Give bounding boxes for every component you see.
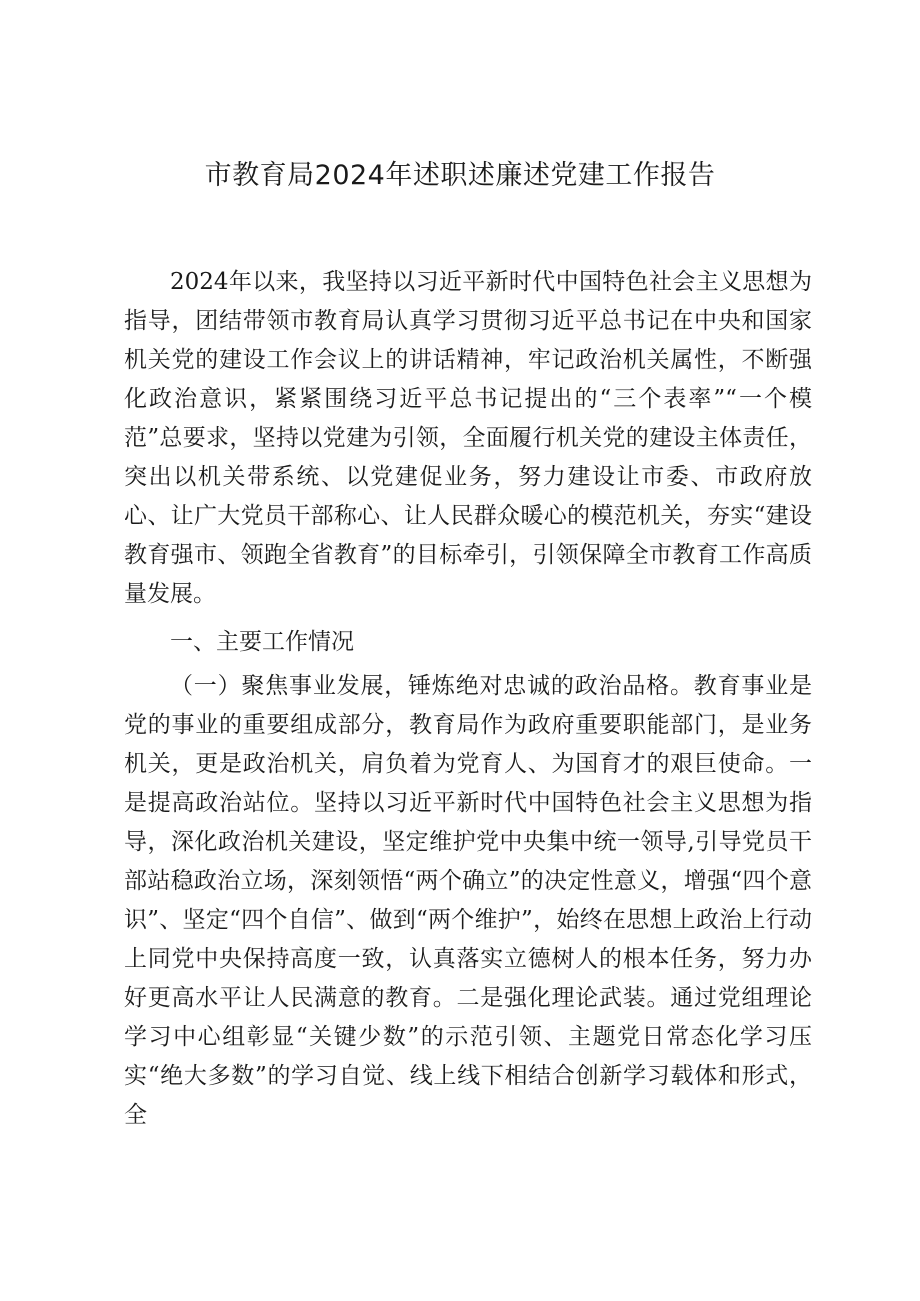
section-heading: 一、主要工作情况 <box>170 629 354 655</box>
section-paragraph: （一）聚焦事业发展，锤炼绝对忠诚的政治品格。教育事业是党的事业的重要组成部分，教育局作为政府重要职能部门，是业务机关，更是政治机关，肩负着为党育人、为国育才的艰巨使命。一是提高政治站位。坚持以习近平新时代中国特色社会主义思想为指导，深化政治机关建设，坚定维护党中央集中统一领导,引导党员干部站稳政治立场，深刻领悟“两个确立”的决定性意义，增强“四个意识”、坚定“四个自信”、做到“两个维护”，始终在思想上政治上行动上同党中央保持高度一致，认真落实立德树人的根本任务，努力办好更高水平让人民满意的教育。二是强化理论武装。通过党组理论学习中心组彰显“关键少数”的示范引领、主题党日常态化学习压实“绝大多数”的学习自觉、线上线下相结合创新学习载体和形式，全 <box>124 673 812 1128</box>
document-title: 市教育局2024年述职述廉述党建工作报告 <box>204 160 716 191</box>
intro-paragraph: 2024年以来，我坚持以习近平新时代中国特色社会主义思想为指导，团结带领市教育局认真学习贯彻习近平总书记在中央和国家机关党的建设工作会议上的讲话精神，牢记政治机关属性，不断强化政治意识，紧紧围绕习近平总书记提出的“三个表率”“一个模范”总要求，坚持以党建为引领，全面履行机关党的建设主体责任，突出以机关带系统、以党建促业务，努力建设让市委、市政府放心、让广大党员干部称心、让人民群众暖心的模范机关，夯实“建设教育强市、领跑全省教育”的目标牵引，引领保障全市教育工作高质量发展。 <box>124 269 812 607</box>
